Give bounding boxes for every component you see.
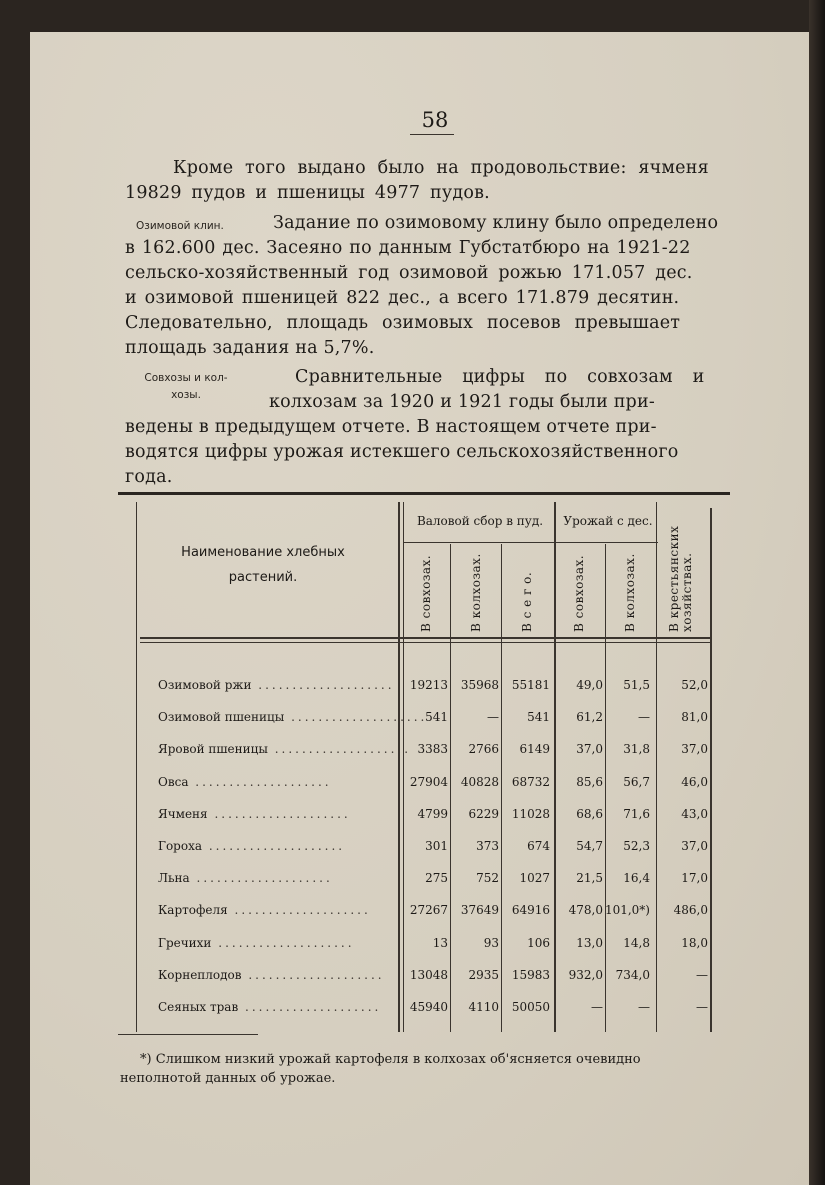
sidenote-line: хозы. — [171, 389, 201, 401]
crop-name — [158, 934, 398, 952]
table-cell: 35968 — [460, 678, 499, 692]
table-cell: 2766 — [468, 742, 499, 757]
crop-name-text: Овса — [158, 774, 189, 789]
table-cell: 6149 — [519, 742, 550, 757]
table-cell: 85,6 — [576, 774, 603, 789]
paragraph-line: колхозам за 1920 и 1921 годы были при- — [269, 392, 655, 412]
crop-name — [158, 869, 398, 887]
table-cell: 37649 — [460, 903, 499, 918]
table-cell: 37,0 — [681, 839, 708, 853]
table-cell: 68732 — [511, 774, 550, 789]
header-line: растений. — [228, 570, 298, 585]
table-cell: 478,0 — [568, 903, 603, 918]
table-row — [118, 901, 730, 931]
col-header-kolkhoz-gross: В колхозах. — [469, 553, 483, 632]
paragraph-3 — [125, 365, 740, 490]
table-cell: 52,0 — [681, 678, 708, 692]
paragraph-line: 19829 пудов и пшеницы 4977 пудов. — [125, 183, 490, 203]
footnote — [120, 1050, 732, 1088]
crop-name — [158, 966, 398, 984]
col-header-total-gross: В с е г о. — [520, 571, 534, 632]
crop-name-text: Корнеплодов — [158, 967, 242, 982]
paragraph-2 — [125, 211, 740, 361]
footnote-rule — [118, 1034, 258, 1035]
table-row — [118, 869, 730, 899]
table-row — [118, 805, 730, 835]
table-cell: 3383 — [417, 742, 448, 757]
table-cell: 932,0 — [568, 967, 603, 982]
table-cell: 37,0 — [576, 742, 603, 757]
yield-header: Урожай с дес. — [563, 514, 653, 528]
crop-name — [158, 773, 398, 791]
crop-name-text: Озимовой пшеницы — [158, 710, 285, 725]
page-number: 58 — [421, 108, 449, 132]
leader-dots: .................... — [202, 839, 346, 853]
col-header-sovkhoz-gross: В совхозах. — [419, 554, 433, 632]
table-row — [118, 934, 730, 964]
table-cell: 301 — [425, 839, 448, 853]
table-cell: — — [638, 1000, 650, 1014]
table-cell: 674 — [527, 839, 550, 853]
gross-harvest-header: Валовой сбор в пуд. — [416, 514, 544, 528]
book-edge — [809, 0, 825, 1185]
table-cell: 373 — [476, 839, 499, 853]
crop-name-text: Сеяных трав — [158, 1000, 239, 1014]
leader-dots: .................... — [211, 935, 355, 950]
table-cell: 11028 — [511, 806, 550, 821]
paragraph-line: водятся цифры урожая истекшего сельскохозяйственного — [125, 442, 679, 462]
table-row — [118, 998, 730, 1028]
crop-name — [158, 676, 398, 694]
leader-dots: .................... — [188, 774, 332, 789]
table-cell: — — [487, 710, 499, 725]
table-row — [118, 966, 730, 996]
table-cell: 15983 — [511, 967, 550, 982]
table-cell: 40828 — [460, 774, 499, 789]
crop-name — [158, 708, 428, 726]
table-cell: 541 — [425, 710, 448, 725]
page-number-underline — [410, 134, 454, 135]
col-header-sovkhoz-yield: В совхозах. — [572, 554, 586, 632]
table-cell: 93 — [483, 935, 499, 950]
table-cell: — — [696, 1000, 708, 1014]
crop-name-text: Льна — [158, 871, 190, 886]
table-cell: 19213 — [409, 678, 448, 692]
table-cell: 52,3 — [623, 839, 650, 853]
table-cell: 752 — [476, 871, 499, 886]
table-cell: 18,0 — [681, 935, 708, 950]
table-cell: — — [638, 710, 650, 725]
table-cell: 51,5 — [623, 678, 650, 692]
table-cell: 4799 — [417, 806, 448, 821]
table-cell: 49,0 — [576, 678, 603, 692]
table-cell: 46,0 — [681, 774, 708, 789]
paragraph-line: Следовательно, площадь озимовых посевов превышает — [125, 313, 681, 333]
table-top-rule — [118, 492, 730, 495]
paragraph-line: площадь задания на 5,7%. — [125, 338, 375, 358]
paragraph-line: в 162.600 дес. Засеяно по данным Губстатбюро на 1921-22 — [125, 238, 691, 258]
crop-name-text: Озимовой ржи — [158, 678, 252, 692]
table-cell: 31,8 — [623, 742, 650, 757]
table-cell: 275 — [425, 871, 448, 886]
table-cell: 486,0 — [673, 903, 708, 918]
leader-dots: .................... — [267, 742, 412, 757]
col-header-peasant-yield: В крестьянских хозяйствах. — [667, 525, 694, 632]
sidenote-winter-wedge: Озимовой клин. — [136, 220, 224, 232]
table-cell: 45940 — [409, 1000, 448, 1014]
table-cell: 21,5 — [576, 871, 603, 886]
table-cell: 64916 — [511, 903, 550, 918]
paragraph-line: года. — [125, 467, 173, 487]
header-line: Наименование хлебных — [181, 545, 345, 560]
paragraph-line: сельско-хозяйственный год озимовой рожью 171.057 дес. — [125, 263, 693, 283]
leader-dots: .................... — [227, 903, 371, 918]
table-cell: 13,0 — [576, 935, 603, 950]
table-cell: 6229 — [468, 806, 499, 821]
table-cell: 55181 — [511, 678, 550, 692]
table-row — [118, 708, 730, 738]
table-cell: 16,4 — [623, 871, 650, 886]
table-cell: 37,0 — [681, 742, 708, 757]
crop-name — [158, 901, 398, 919]
table-cell: 27904 — [409, 774, 448, 789]
leader-dots: .................... — [238, 1000, 382, 1014]
table-cell: 106 — [527, 935, 550, 950]
table-cell: — — [696, 967, 708, 982]
paragraph-1 — [125, 156, 737, 206]
table-row — [118, 740, 730, 770]
table-cell: 13 — [432, 935, 448, 950]
header-bottom-rule — [140, 642, 710, 643]
table-cell: 13048 — [409, 967, 448, 982]
footnote-line: *) Слишком низкий урожай картофеля в колхозах об'ясняется очевидно — [140, 1052, 641, 1067]
crop-name-text: Яровой пшеницы — [158, 742, 268, 757]
crop-name — [158, 740, 412, 758]
crop-name-text: Гороха — [158, 839, 202, 853]
leader-dots: .................... — [251, 678, 395, 692]
leader-dots: .................... — [284, 710, 428, 725]
harvest-table — [118, 492, 730, 1032]
table-cell: 17,0 — [681, 871, 708, 886]
table-row — [118, 676, 730, 706]
table-cell: 4110 — [468, 1000, 499, 1014]
paragraph-line: Задание по озимовому клину было определено — [273, 213, 719, 233]
paragraph-line: Кроме того выдано было на продовольствие: ячменя — [173, 158, 709, 178]
leader-dots: .................... — [241, 967, 385, 982]
table-cell: 56,7 — [623, 774, 650, 789]
crop-name-text: Ячменя — [158, 806, 208, 821]
paragraph-line: ведены в предыдущем отчете. В настоящем отчете при- — [125, 417, 657, 437]
footnote-line: неполнотой данных об урожае. — [120, 1071, 336, 1086]
crop-name-text: Гречихи — [158, 935, 212, 950]
table-cell: 14,8 — [623, 935, 650, 950]
group-header-rule — [403, 542, 658, 543]
table-cell: 734,0 — [615, 967, 650, 982]
table-cell: 71,6 — [623, 806, 650, 821]
paragraph-line: и озимовой пшеницей 822 дес., а всего 171.879 десятин. — [125, 288, 680, 308]
table-row — [118, 837, 730, 867]
table-cell: 43,0 — [681, 806, 708, 821]
col-header-kolkhoz-yield: В колхозах. — [623, 553, 637, 632]
table-cell: 68,6 — [576, 806, 603, 821]
table-cell: 81,0 — [681, 710, 708, 725]
paragraph-line: Сравнительные цифры по совхозам и — [295, 367, 705, 387]
table-cell: 61,2 — [576, 710, 603, 725]
leader-dots: .................... — [207, 806, 351, 821]
sidenote-line: Совхозы и кол- — [144, 372, 228, 384]
crop-name — [158, 998, 398, 1016]
table-cell: 541 — [527, 710, 550, 725]
table-row — [118, 773, 730, 803]
crop-name — [158, 837, 398, 855]
crop-name-text: Картофеля — [158, 903, 228, 918]
table-cell: — — [591, 1000, 603, 1014]
header-bottom-rule — [140, 637, 710, 639]
name-column-header — [138, 540, 388, 590]
crop-name — [158, 805, 398, 823]
table-cell: 1027 — [519, 871, 550, 886]
table-cell: 27267 — [409, 903, 448, 918]
table-cell: 54,7 — [576, 839, 603, 853]
table-cell: 2935 — [468, 967, 499, 982]
table-cell: 50050 — [511, 1000, 550, 1014]
table-cell: 101,0*) — [604, 903, 650, 918]
leader-dots: .................... — [189, 871, 333, 886]
